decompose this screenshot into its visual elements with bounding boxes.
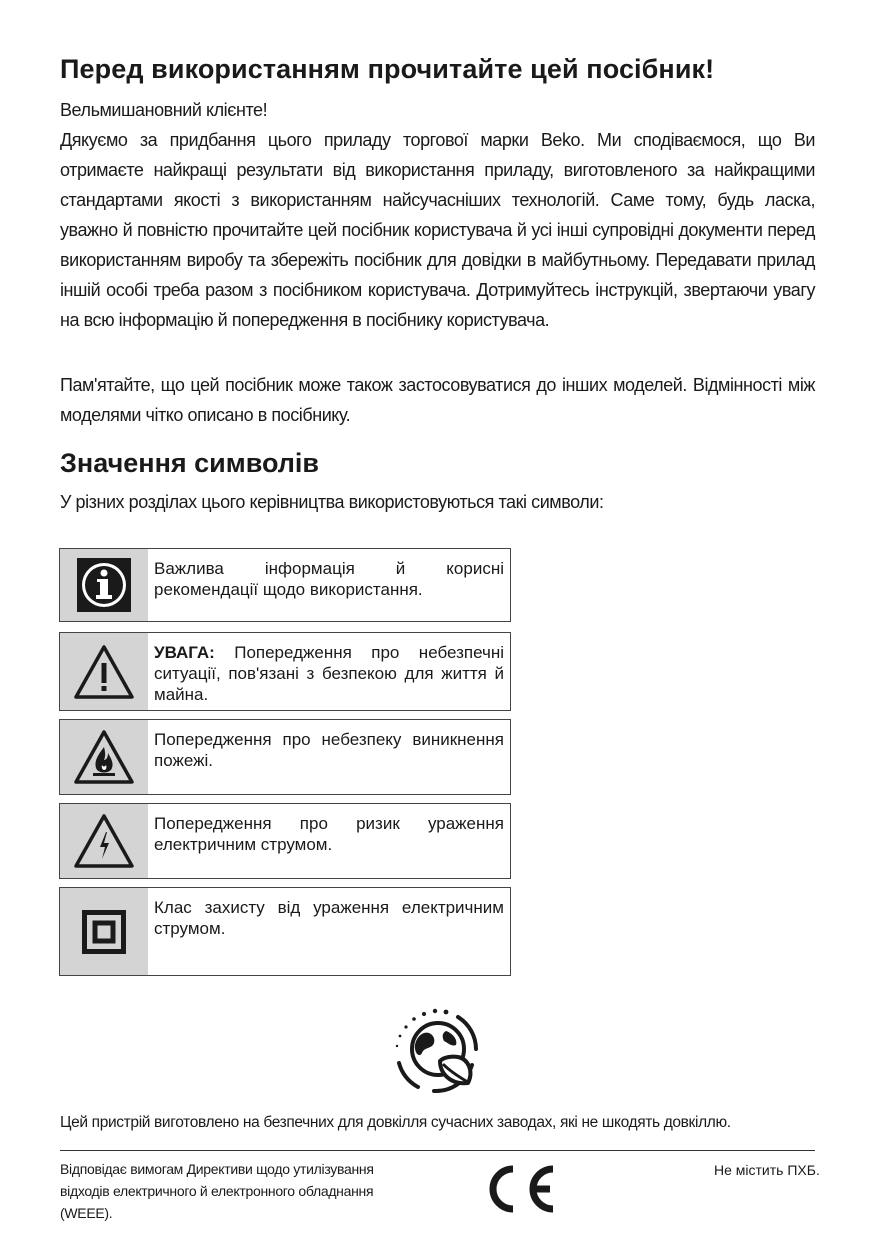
symbol-bold-label: УВАГА: (154, 643, 215, 662)
symbol-row-class2 (59, 887, 511, 976)
warning-icon (60, 633, 148, 710)
footer-divider (60, 1150, 815, 1151)
symbol-row-info (59, 548, 511, 622)
symbol-description: Клас захисту від ураження електричним струмом. (154, 898, 504, 938)
page-title: Перед використанням прочитайте цей посібник! (60, 54, 715, 84)
info-icon (60, 549, 148, 621)
ce-mark-logo (483, 1163, 559, 1215)
symbols-heading: Значення символів (60, 448, 320, 478)
eco-statement: Цей пристрій виготовлено на безпечних для довкілля сучасних заводах, які не шкодять довкіллю. (60, 1114, 731, 1131)
symbol-description: Важлива інформація й корисні рекомендації щодо використання. (154, 559, 504, 599)
symbol-row-warning (59, 632, 511, 711)
greeting: Вельмишановний клієнте! (60, 100, 268, 120)
class2-insulation-icon (60, 888, 148, 975)
eco-globe-leaf-icon (388, 1003, 486, 1101)
symbol-description: Попередження про небезпеку виникнення пожежі. (154, 730, 504, 770)
symbol-description: Попередження про ризик ураження електричним струмом. (154, 814, 504, 854)
fire-warning-icon (60, 720, 148, 794)
intro-paragraph: Дякуємо за придбання цього приладу торгової марки Beko. Ми сподіваємося, що Ви отримаєте найкращі результати від використання приладу, виготовленого за найкращими стандартами якості з використанням найсучасніших технологій. Саме тому, будь ласка, уважно й повністю прочитайте цей посібник користувача й усі інші супровідні документи перед використанням виробу та збережіть посібник для довідки в майбутньому. Передавати прилад іншій особі треба разом з посібником користувача. Дотримуйтесь інструкцій, звертаючи увагу на всю інформацію й попередження в посібнику користувача. (60, 130, 815, 330)
electric-warning-icon (60, 804, 148, 878)
symbol-row-electric (59, 803, 511, 879)
models-note-paragraph: Пам'ятайте, що цей посібник може також застосовуватися до інших моделей. Відмінності між моделями чітко описано в посібнику. (60, 375, 815, 425)
symbol-row-fire (59, 719, 511, 795)
symbol-description: Попередження про небезпечні ситуації, пов'язані з безпекою для життя й майна. (154, 643, 504, 704)
symbols-intro: У різних розділах цього керівництва використовуються такі символи: (60, 492, 604, 512)
weee-statement: Відповідає вимогам Директиви щодо утилізування відходів електричного й електронного обладнання (WEEE). (60, 1161, 374, 1221)
pcb-free-statement: Не містить ПХБ. (714, 1162, 820, 1178)
